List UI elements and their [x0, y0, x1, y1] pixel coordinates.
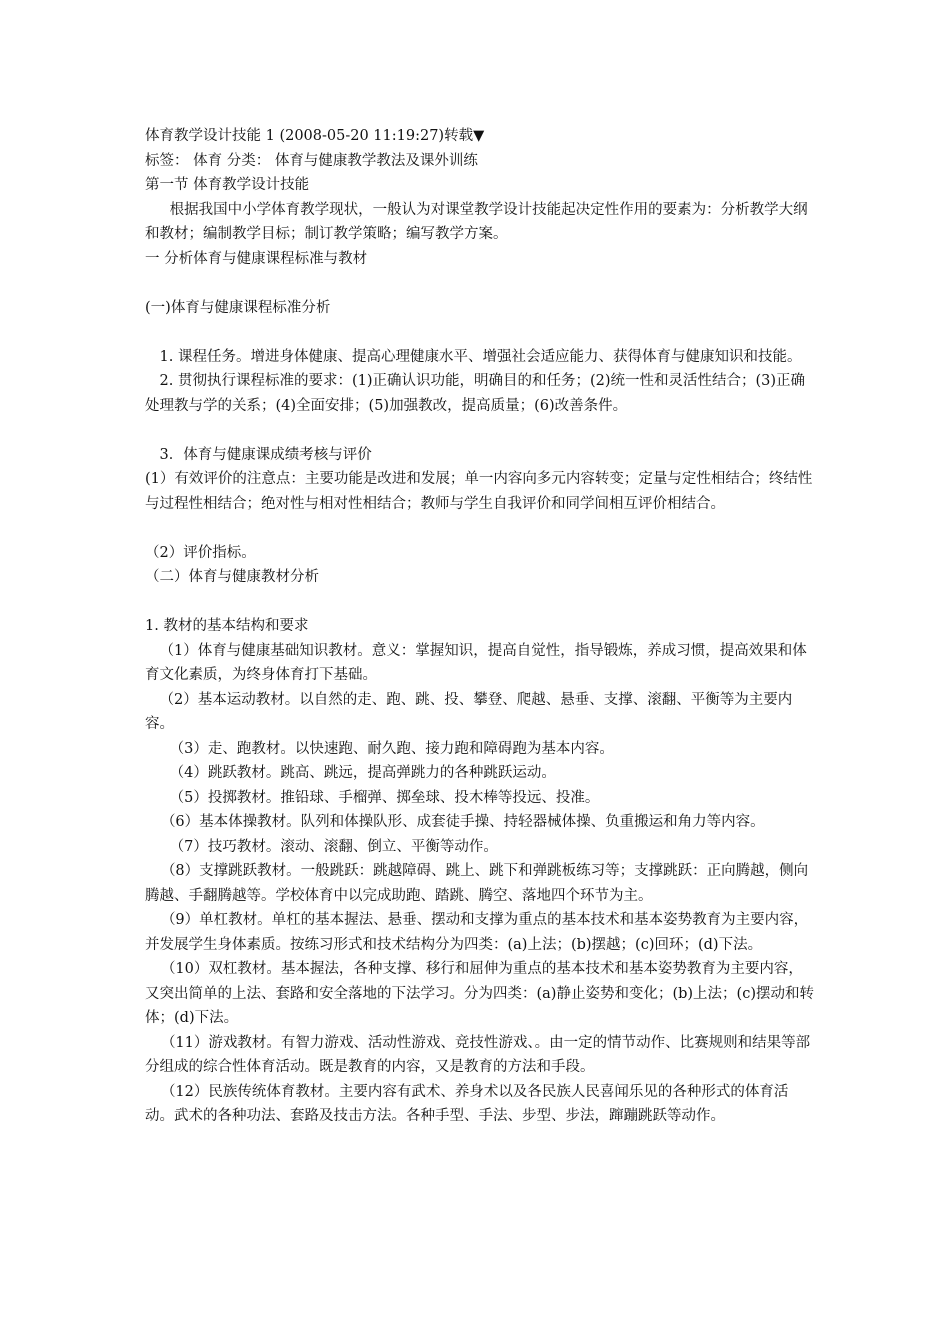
list-item-b11: （11）游戏教材。有智力游戏、活动性游戏、竞技性游戏、。由一定的情节动作、比赛规则和结果等部分组成的综合性体育活动。既是教育的内容，又是教育的方法和手段。	[145, 1034, 811, 1075]
subheading-2: （二）体育与健康教材分析	[145, 569, 319, 585]
spacer	[145, 590, 817, 615]
list-item-b1-header: 1. 教材的基本结构和要求	[145, 618, 309, 634]
list-item-b9: （9）单杠教材。单杠的基本握法、悬垂、摆动和支撑为重点的基本技术和基本姿势教育为主要内容，并发展学生身体素质。按练习形式和技术结构分为四类：(a)上法；(b)摆越；(c)回环；(d)下法。	[145, 912, 809, 953]
list-item-b1: （1）体育与健康基础知识教材。意义：掌握知识，提高自觉性，指导锻炼，养成习惯，提高效果和体育文化素质，为终身体育打下基础。	[145, 642, 807, 683]
tags-line: 标签： 体育 分类： 体育与健康教学教法及课外训练	[145, 152, 478, 169]
list-item-3-2: （2）评价指标。	[145, 544, 256, 561]
list-item-b10: （10）双杠教材。基本握法，各种支撑、移行和屈伸为重点的基本技术和基本姿势教育为主要内容，又突出简单的上法、套路和安全落地的下法学习。分为四类：(a)静止姿势和变化；(b)上法；(c)摆动和转体；(d)下法。	[145, 961, 814, 1026]
document-page	[145, 124, 817, 1129]
list-item-b4: （4）跳跃教材。跳高、跳远，提高弹跳力的各种跳跃运动。	[169, 765, 556, 781]
heading-1: 一 分析体育与健康课程标准与教材	[145, 250, 368, 267]
article-title-line: 体育教学设计技能 1 (2008-05-20 11:19:27)转载▼	[145, 128, 485, 144]
list-item-b7: （7）技巧教材。滚动、滚翻、倒立、平衡等动作。	[169, 838, 498, 855]
section-title: 第一节 体育教学设计技能	[145, 177, 310, 193]
list-item-b6: （6）基本体操教材。队列和体操队形、成套徒手操、持轻器械体操、负重搬运和角力等内容。	[160, 814, 765, 830]
list-item-b5: （5）投掷教材。推铅球、手榴弹、掷垒球、投木棒等投远、投准。	[169, 789, 600, 806]
list-item-b3: （3）走、跑教材。以快速跑、耐久跑、接力跑和障碍跑为基本内容。	[169, 740, 614, 757]
list-item-b8: （8）支撑跳跃教材。一般跳跃：跳越障碍、跳上、跳下和弹跳板练习等；支撑跳跃：正向腾越，侧向腾越、手翻腾越等。学校体育中以完成助跑、踏跳、腾空、落地四个环节为主。	[145, 863, 809, 904]
spacer	[145, 271, 817, 296]
spacer	[145, 320, 817, 345]
list-item-b2: （2）基本运动教材。以自然的走、跑、跳、投、攀登、爬越、悬垂、支撑、滚翻、平衡等为主要内容。	[145, 691, 793, 732]
list-item-1: 1. 课程任务。增进身体健康、提高心理健康水平、增强社会适应能力、获得体育与健康知识和技能。	[159, 348, 802, 365]
list-item-3-1: (1）有效评价的注意点：主要功能是改进和发展；单一内容向多元内容转变；定量与定性相结合；终结性与过程性相结合；绝对性与相对性相结合；教师与学生自我评价和同学间相互评价相结合。	[145, 471, 813, 512]
list-item-3: 3．体育与健康课成绩考核与评价	[159, 446, 372, 463]
list-item-b12: （12）民族传统体育教材。主要内容有武术、养身术以及各民族人民喜闻乐见的各种形式的体育活动。武术的各种功法、套路及技击方法。各种手型、手法、步型、步法，蹿蹦跳跃等动作。	[145, 1083, 789, 1124]
spacer	[145, 418, 817, 443]
intro-paragraph: 根据我国中小学体育教学现状，一般认为对课堂教学设计技能起决定性作用的要素为：分析教学大纲和教材；编制教学目标；制订教学策略；编写教学方案。	[145, 201, 808, 242]
spacer	[145, 516, 817, 541]
list-item-2: 2. 贯彻执行课程标准的要求：(1)正确认识功能，明确目的和任务；(2)统一性和灵活性结合；(3)正确处理教与学的关系；(4)全面安排；(5)加强教改，提高质量；(6)改善条件。	[145, 373, 806, 414]
subheading-1: (一)体育与健康课程标准分析	[145, 299, 331, 316]
